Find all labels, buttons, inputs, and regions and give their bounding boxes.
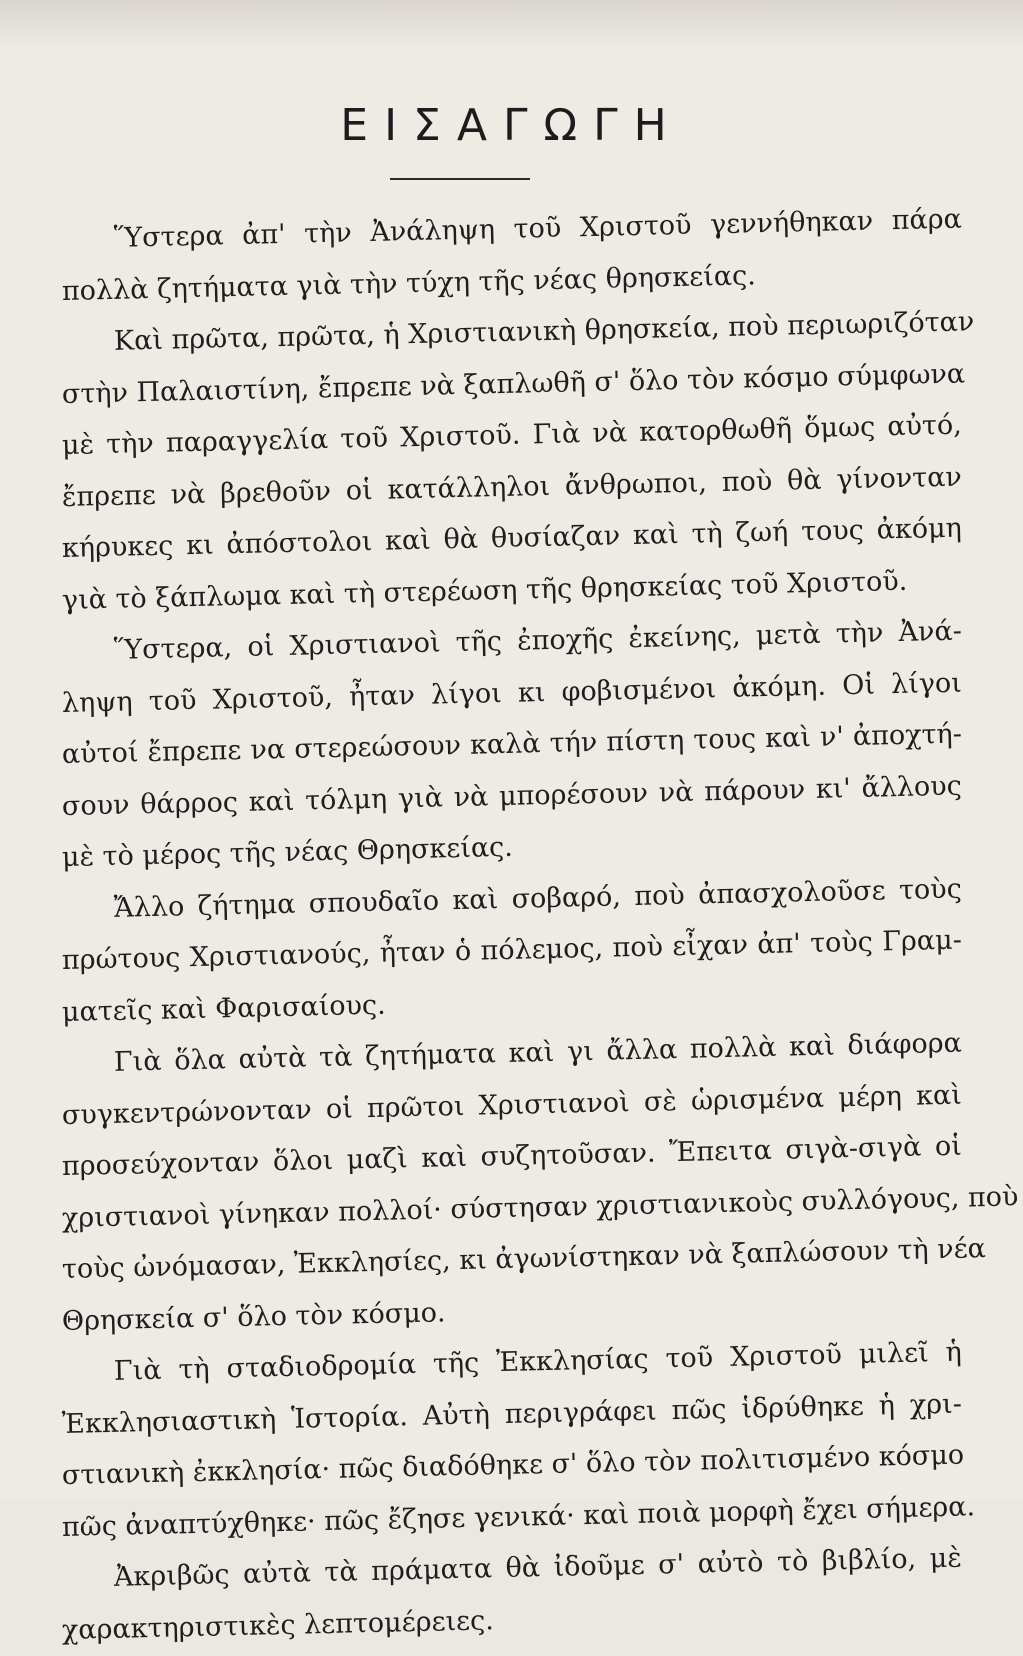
text-line: αὐτοί ἔπρεπε να στερεώσουν καλὰ τήν πίστη τους καὶ ν' ἀποχτή-	[61, 718, 963, 770]
text-line: Ἐκκλησιαστικὴ Ἱστορία. Αὐτὴ περιγράφει πῶς ἱδρύθηκε ἡ χρι-	[61, 1388, 963, 1440]
text-line: ληψη τοῦ Χριστοῦ, ἦταν λίγοι κι φοβισμένοι ἀκόμη. Οἱ λίγοι	[61, 667, 963, 719]
text-line: Γιὰ τὴ σταδιοδρομία τῆς Ἐκκλησίας τοῦ Χριστοῦ μιλεῖ ἡ	[113, 1336, 963, 1387]
text-line: χαρακτηριστικὲς λεπτομέρειες.	[61, 1604, 495, 1646]
text-line: προσεύχονταν ὅλοι μαζὶ καὶ συζητοῦσαν. Ἔπειτα σιγὰ-σιγὰ οἱ	[61, 1130, 963, 1182]
text-line: ματεῖς καὶ Φαρισαίους.	[61, 989, 386, 1028]
text-line: κήρυκες κι ἀπόστολοι καὶ θὰ θυσίαζαν καὶ τὴ ζωή τους ἀκόμη	[61, 512, 963, 564]
text-line: πῶς ἀναπτύχθηκε· πῶς ἔζησε γενικά· καὶ ποιὰ μορφὴ ἔχει σήμερα.	[61, 1490, 976, 1543]
text-line: χριστιανοὶ γίνηκαν πολλοί· σύστησαν χριστιανικοὺς συλλόγους, ποὺ	[61, 1180, 1019, 1234]
text-line: Ἀκριβῶς αὐτὰ τὰ πράματα θὰ ἰδοῦμε σ' αὐτὸ τὸ βιβλίο, μὲ	[113, 1542, 963, 1593]
text-line: ἔπρεπε νὰ βρεθοῦν οἱ κατάλληλοι ἄνθρωποι, ποὺ θὰ γίνονταν	[61, 461, 963, 513]
text-line: γιὰ τὸ ξάπλωμα καὶ τὴ στερέωση τῆς θρησκείας τοῦ Χριστοῦ.	[61, 565, 908, 616]
chapter-title: ΕΙΣΑΓΩΓΗ	[340, 100, 683, 151]
text-line: στιανικὴ ἐκκλησία· πῶς διαδόθηκε σ' ὅλο τὸν πολιτισμένο κόσμο	[61, 1439, 965, 1491]
text-line: πρώτους Χριστιανούς, ἦταν ὁ πόλεμος, ποὺ εἶχαν ἀπ' τοὺς Γραμ-	[61, 924, 963, 976]
text-line: Ὕστερα ἀπ' τὴν Ἀνάληψη τοῦ Χριστοῦ γεννήθηκαν πάρα	[113, 203, 963, 254]
text-line: συγκεντρώνονταν οἱ πρῶτοι Χριστιανοὶ σὲ ὡρισμένα μέρη καὶ	[61, 1079, 963, 1131]
text-line: τοὺς ὠνόμασαν, Ἐκκλησίες, κι ἀγωνίστηκαν νὰ ξαπλώσουν τὴ νέα	[61, 1233, 987, 1285]
text-line: στὴν Παλαιστίνη, ἔπρεπε νὰ ξαπλωθῆ σ' ὅλο τὸν κόσμο σύμφωνα	[61, 358, 966, 410]
text-line: Γιὰ ὅλα αὐτὰ τὰ ζητήματα καὶ γι ἄλλα πολλὰ καὶ διάφορα	[113, 1027, 963, 1078]
text-line: Ὕστερα, οἱ Χριστιανοὶ τῆς ἐποχῆς ἐκείνης, μετὰ τὴν Ἀνά-	[113, 615, 963, 666]
text-line: πολλὰ ζητήματα γιὰ τὴν τύχη τῆς νέας θρησκείας.	[61, 259, 757, 307]
body-text	[61, 203, 1019, 1656]
text-line: σουν θάρρος καὶ τόλμη γιὰ νὰ μπορέσουν νὰ πάρουν κι' ἄλλους	[61, 770, 963, 822]
text-line: μὲ τὸ μέρος τῆς νέας Θρησκείας.	[61, 831, 514, 873]
text-line: Καὶ πρῶτα, πρῶτα, ἡ Χριστιανικὴ θρησκεία, ποὺ περιωριζόταν	[113, 306, 975, 357]
text-line: Ἄλλο ζήτημα σπουδαῖο καὶ σοβαρό, ποὺ ἀπασχολοῦσε τοὺς	[113, 873, 963, 924]
title-underline	[390, 178, 530, 180]
page-top-shadow	[0, 0, 1023, 48]
text-line: μὲ τὴν παραγγελία τοῦ Χριστοῦ. Γιὰ νὰ κατορθωθῆ ὅμως αὐτό,	[61, 409, 963, 461]
text-line: Θρησκεία σ' ὅλο τὸν κόσμο.	[61, 1296, 446, 1337]
